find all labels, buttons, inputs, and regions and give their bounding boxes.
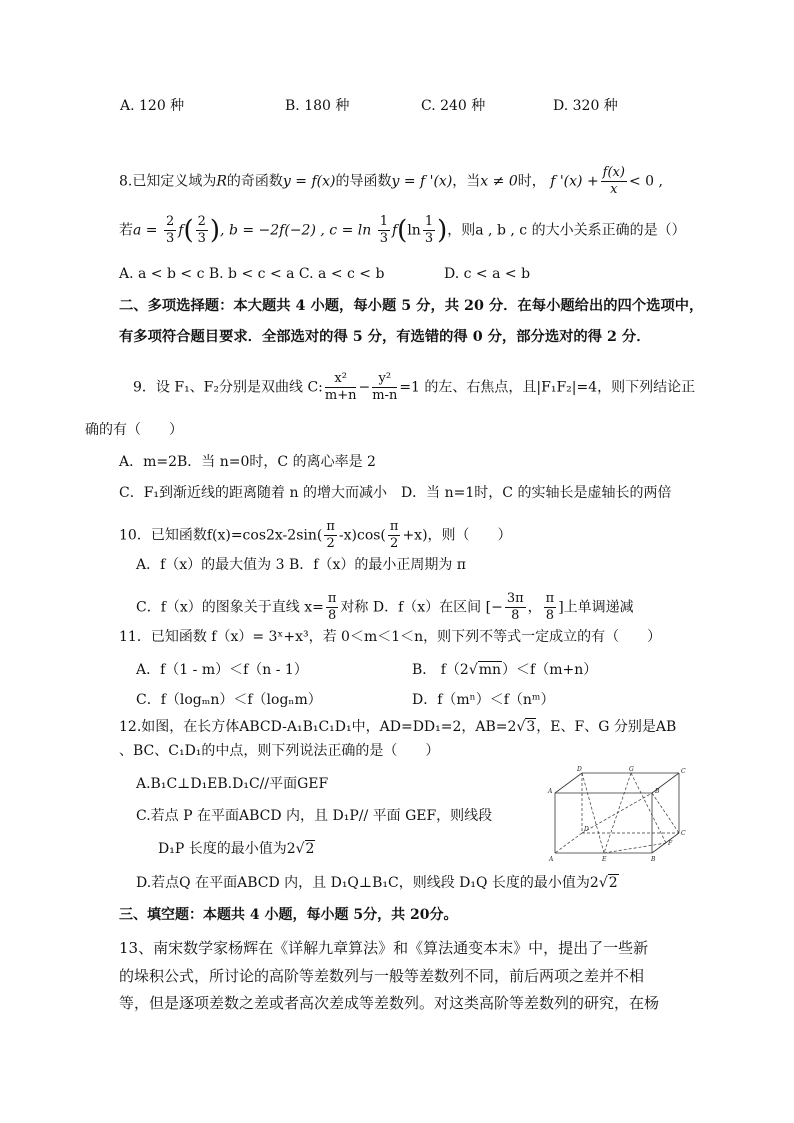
q11-stem: 11．已知函数 f（x）= 3ˣ+x³，若 0＜m＜1＜n，则下列不等式一定成立的有（ ） bbox=[119, 629, 662, 645]
fig-label-e: E bbox=[602, 856, 607, 863]
q9-stem-cont: 确的有（ ） bbox=[85, 422, 183, 438]
q9-options-cd: C．F₁到渐近线的距离随着 n 的增大而减小 D．当 n=1时，C 的实轴长是虚轴长的两倍 bbox=[119, 485, 672, 501]
q11-option-b: B． f（2√mn）＜f（m+n） bbox=[412, 662, 598, 678]
q8-fraction-fx-over-x: $\frac{f(x)}{x}$ bbox=[602, 165, 625, 197]
q10-stem: 10．已知函数f(x)=cos2x-2sin( $\frac{\pi}{2}$ -x)cos( $\frac{\pi}{2}$ +x)，则（ ） bbox=[119, 519, 512, 551]
q13-line2: 的垛积公式，所讨论的高阶等差数列与一般等差数列不同，前后两项之差并不相 bbox=[119, 967, 645, 985]
q8-stem-line2: 若a = $\frac{2}{3}$ f( $\frac{2}{3}$ ), b = −2f(−2) , c = ln $\frac{1}{3}$ f(ln $\frac{1}{3}$ )，则a , b , c 的大小关系正确的是（） bbox=[119, 214, 686, 246]
q11-option-c: C．f（logₘn）＜f（logₙm） bbox=[136, 692, 322, 708]
q12-options-ab: A.B₁C⊥D₁EB.D₁C//平面GEF bbox=[136, 776, 329, 792]
fig-label-b: B bbox=[651, 856, 656, 863]
q8-stem-line1: 8.已知定义域为R的奇函数y = f(x)的导函数y = f '(x)，当x ≠ 0时， f '(x) + $\frac{f(x)}{x}$ < 0 , bbox=[119, 165, 663, 197]
q7-option-a: A. 120 种 bbox=[120, 98, 185, 114]
q11-option-d: D．f（mⁿ）＜f（nᵐ） bbox=[412, 692, 555, 708]
fig-label-g: G bbox=[629, 766, 634, 773]
fig-label-a: A bbox=[549, 856, 554, 863]
fig-label-d1: D bbox=[577, 766, 582, 773]
q10-options-cd: C．f（x）的图象关于直线 x= $\frac{\pi}{8}$ 对称 D．f（x）在区间 [− $\frac{3\pi}{8}$ ， $\frac{\pi}{8}$ ]上单调递减 bbox=[136, 591, 634, 623]
q13-line3: 等，但是逐项差数之差或者高次差成等差数列。对这类高阶等差数列的研究，在杨 bbox=[119, 994, 660, 1012]
fig-label-c1: C bbox=[681, 768, 686, 775]
section2-heading-line1: 二、多项选择题：本大题共 4 小题，每小题 5 分，共 20 分．在每小题给出的四个选项中， bbox=[119, 298, 704, 314]
section2-heading-line2: 有多项符合题目要求．全部选对的得 5 分，有选错的得 0 分，部分选对的得 2 分． bbox=[119, 329, 651, 345]
q8-options-abc: A. a < b < c B. b < c < a C. a < c < b bbox=[119, 266, 385, 282]
q9-stem: 9．设 F₁、F₂分别是双曲线 C: $\frac{\text{x²}}{m+n}$ − $\frac{\text{y²}}{m-n}$ =1 的左、右焦点，且|F₁F₂|=4，则下列结论正 bbox=[133, 371, 696, 403]
q9-options-ab: A．m=2B．当 n=0时，C 的离心率是 2 bbox=[119, 454, 376, 470]
q7-option-b: B. 180 种 bbox=[285, 98, 350, 114]
fig-label-c: C bbox=[681, 830, 686, 837]
q7-option-c: C. 240 种 bbox=[421, 98, 486, 114]
q12-stem-line2: 、BC、C₁D₁的中点，则下列说法正确的是（ ） bbox=[119, 743, 440, 759]
section3-heading: 三、填空题：本题共 4 小题，每小题 5分，共 20分。 bbox=[119, 907, 458, 923]
cuboid-figure bbox=[547, 765, 689, 865]
fig-label-d: D bbox=[584, 826, 589, 833]
fig-label-a1: A bbox=[548, 788, 553, 795]
q13-line1: 13、南宋数学家杨辉在《详解九章算法》和《算法通变本末》中，提出了一些新 bbox=[119, 939, 649, 957]
fig-label-f: F bbox=[668, 840, 673, 847]
q12-option-d: D.若点Q 在平面ABCD 内，且 D₁Q⊥B₁C，则线段 D₁Q 长度的最小值为2√2 bbox=[136, 875, 618, 891]
q8-option-d: D. c < a < b bbox=[444, 266, 531, 282]
q12-option-c-line1: C.若点 P 在平面ABCD 内，且 D₁P// 平面 GEF，则线段 bbox=[136, 808, 493, 824]
q11-option-a: A．f（1 - m）＜f（n - 1） bbox=[136, 662, 308, 678]
q12-option-c-line2: D₁P 长度的最小值为2√2 bbox=[158, 841, 315, 857]
q10-options-ab: A．f（x）的最大值为 3 B．f（x）的最小正周期为 π bbox=[136, 557, 467, 573]
q7-option-d: D. 320 种 bbox=[553, 98, 618, 114]
q12-stem-line1: 12.如图，在长方体ABCD-A₁B₁C₁D₁中，AD=DD₁=2，AB=2√3，E、F、G 分别是AB bbox=[119, 719, 677, 735]
fig-label-b1: B bbox=[655, 788, 660, 795]
